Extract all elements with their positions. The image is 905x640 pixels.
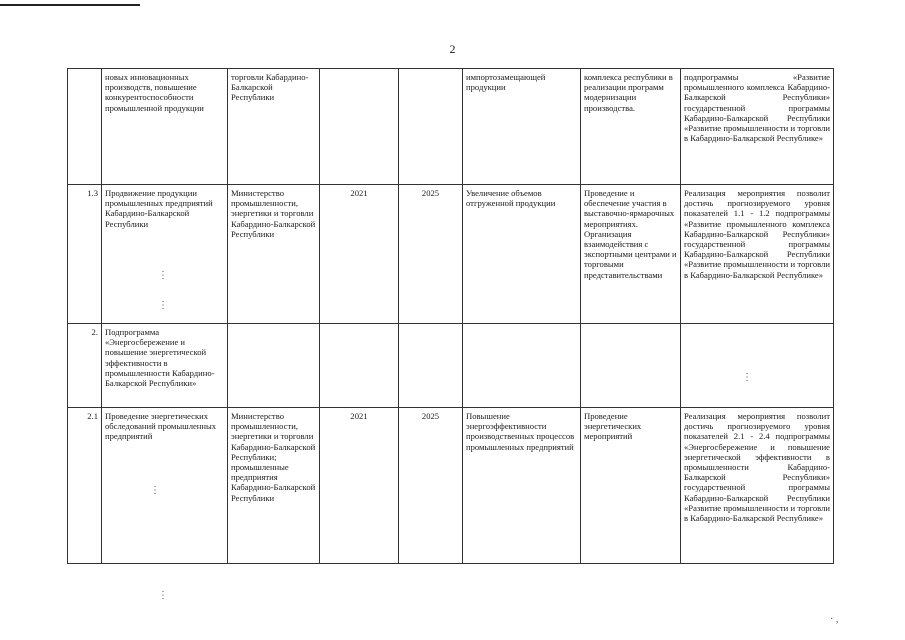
scan-mark: · , — [830, 614, 839, 625]
program-measures-table — [67, 68, 834, 564]
measure-name: Продвижение продукции промышленных предприятий Кабардино-Балкарской Республики — [102, 185, 228, 324]
end-year: 2025 — [399, 185, 463, 324]
row-number — [68, 69, 102, 185]
expected-result — [463, 324, 581, 408]
start-year: 2021 — [320, 408, 399, 564]
start-year — [320, 324, 399, 408]
scan-mark: ⋮ — [158, 590, 168, 601]
scan-mark: ⋮ — [158, 270, 168, 281]
table-row — [68, 324, 834, 408]
scan-mark: ⋮ — [158, 300, 168, 311]
executor: торговли Кабардино-Балкарской Республики — [228, 69, 320, 185]
start-year: 2021 — [320, 185, 399, 324]
executor — [228, 324, 320, 408]
row-number: 2.1 — [68, 408, 102, 564]
table-row — [68, 185, 834, 324]
executor: Министерство промышленности, энергетики и торговли Кабардино-Балкарской Республики — [228, 185, 320, 324]
activity-content: Проведение и обеспечение участия в выставочно-ярмарочных мероприятиях. Организация взаимодействия с экспортными центрами и торговыми представительствами — [581, 185, 681, 324]
activity-content: комплекса республики в реализации программ модернизации производства. — [581, 69, 681, 185]
executor: Министерство промышленности, энергетики и торговли Кабардино-Балкарской Республики; промышленные предприятия Кабардино-Балкарской Республики — [228, 408, 320, 564]
end-year — [399, 324, 463, 408]
indicator-link — [681, 324, 834, 408]
top-rule — [0, 4, 140, 6]
table-row — [68, 408, 834, 564]
expected-result: Увеличение объемов отгруженной продукции — [463, 185, 581, 324]
activity-content — [581, 324, 681, 408]
expected-result: Повышение энергоэффективности производственных процессов промышленных предприятий — [463, 408, 581, 564]
measure-name: Проведение энергетических обследований промышленных предприятий — [102, 408, 228, 564]
scan-mark: ⋮ — [742, 372, 752, 383]
row-number: 2. — [68, 324, 102, 408]
table-row — [68, 69, 834, 185]
indicator-link: подпрограммы «Развитие промышленного комплекса Кабардино-Балкарской Республики» государственной программы Кабардино-Балкарской Республики «Развитие промышленности и торговли в Кабардино-Балкарской Республике» — [681, 69, 834, 185]
indicator-link: Реализация мероприятия позволит достичь прогнозируемого уровня показателей 1.1 - 1.2 подпрограммы «Развитие промышленного комплекса Кабардино-Балкарской Республики» государственной программы Кабардино-Балкарской Республики «Развитие промышленности и торговли в Кабардино-Балкарской Республике» — [681, 185, 834, 324]
scan-mark: ⋮ — [150, 485, 160, 496]
start-year — [320, 69, 399, 185]
page-number: 2 — [449, 42, 456, 56]
measure-name: новых инновационных производств, повышение конкурентоспособности промышленной продукции — [102, 69, 228, 185]
end-year — [399, 69, 463, 185]
indicator-link: Реализация мероприятия позволит достичь прогнозируемого уровня показателей 2.1 - 2.4 подпрограммы «Энергосбережение и повышение энергетической эффективности в промышленности Кабардино-Балкарской Республики» государственной программы Кабардино-Балкарской Республики «Развитие промышленности и торговли в Кабардино-Балкарской Республике» — [681, 408, 834, 564]
row-number: 1.3 — [68, 185, 102, 324]
activity-content: Проведение энергетических мероприятий — [581, 408, 681, 564]
measure-name: Подпрограмма «Энергосбережение и повышение энергетической эффективности в промышленности Кабардино-Балкарской Республики» — [102, 324, 228, 408]
expected-result: импортозамещающей продукции — [463, 69, 581, 185]
end-year: 2025 — [399, 408, 463, 564]
